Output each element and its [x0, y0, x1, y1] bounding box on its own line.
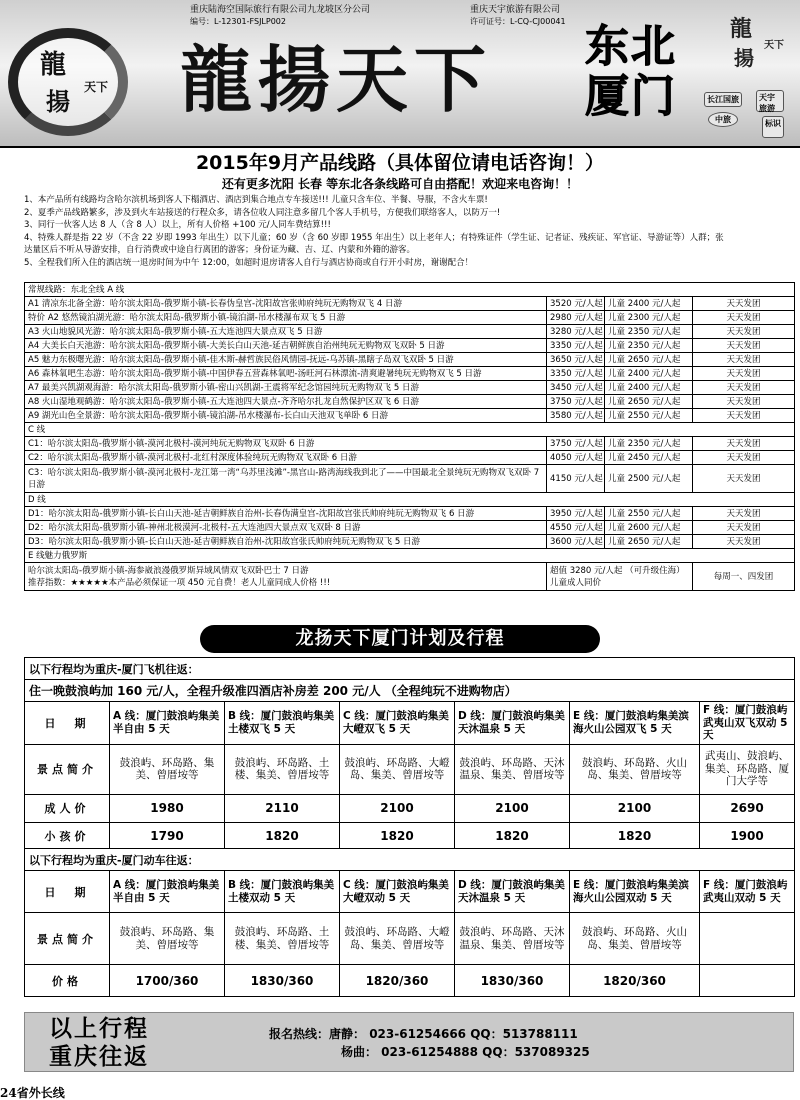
route-schedule: 天天发团: [693, 437, 795, 451]
route-row: [25, 451, 795, 465]
company-name-1: 重庆陆海空国际旅行有限公司九龙坡区分公司: [190, 5, 371, 15]
route-schedule: 天天发团: [693, 381, 795, 395]
train-plan-caption: 以下行程均为重庆-厦门动车往返：: [25, 849, 795, 871]
route-section-title: D 线: [25, 493, 795, 507]
train-line-a-price: 1700/360: [110, 965, 225, 997]
route-child-price: 儿童 2450 元/人起: [605, 451, 693, 465]
route-child-price: 儿童 2500 元/人起: [605, 465, 693, 493]
train-line-d-price: 1830/360: [455, 965, 570, 997]
route-price: 3280 元/人起: [547, 325, 605, 339]
route-row: [25, 325, 795, 339]
route-schedule: 天天发团: [693, 339, 795, 353]
note-item: 5、全程我们所入住的酒店统一退房时间为中午 12:00，如超时退房请客人自行与酒店协商或自行开小时房，谢谢配合！: [24, 257, 474, 268]
route-section-title: C 线: [25, 423, 795, 437]
route-row: [25, 339, 795, 353]
note-item: 2、夏季产品线路繁多，涉及到火车站接送的行程众多，请各位收人同注意多留几个客人手机号，方便我们联络客人，以防万一!: [24, 207, 501, 218]
route-row: [25, 437, 795, 451]
route-schedule: 天天发团: [693, 353, 795, 367]
air-line-d-child: 1820: [455, 822, 570, 850]
note-item: 达量区后不听从导游安排，自行消费或中途自行离团的游客；身份证为藏、吉、辽、内蒙和外籍的游客。: [24, 245, 416, 255]
e-line-recommend: 推荐指数：★★★★★本产品必须保证一项 450 元自费！老人儿童同成人价格 !!!: [28, 577, 331, 588]
brand-mini-logo: [720, 8, 790, 80]
air-line-d-name: D 线：厦门鼓浪屿集美天沐温泉 5 天: [455, 702, 570, 745]
route-name: 特价 A2 悠然镜泊湖光游：哈尔滨太阳岛-俄罗斯小镇-镜泊湖-吊水楼瀑布双飞 5 日游: [25, 311, 547, 325]
row-header-spots: 景点简介: [25, 913, 110, 965]
air-line-e-child: 1820: [570, 822, 700, 850]
route-name: C3：哈尔滨太阳岛-俄罗斯小镇-漠河北极村-龙江第一湾“乌苏里浅滩”-黑宫山-路湾海线我到北了——中国最北全景纯玩无购物双飞双卧 7 日游: [25, 465, 547, 493]
route-schedule: 天天发团: [693, 535, 795, 549]
route-price: 3600 元/人起: [547, 535, 605, 549]
hotline-contact-2: 杨曲： 023-61254888 QQ：537089325: [341, 1045, 590, 1059]
train-line-c-spots: 鼓浪屿、环岛路、大嶝岛、集美、曾厝垵等: [340, 913, 455, 965]
route-name: A8 火山湿地观鹤游：哈尔滨太阳岛-俄罗斯小镇-五大连池四大景点-齐齐哈尔扎龙自然保护区双飞 6 日游: [25, 395, 547, 409]
row-header-spots: 景点简介: [25, 744, 110, 794]
xiamen-section-banner: 龙扬天下厦门计划及行程: [200, 625, 600, 653]
route-row: [25, 465, 795, 493]
train-line-f-price: [700, 965, 795, 997]
train-line-a-name: A 线：厦门鼓浪屿集美半自由 5 天: [110, 871, 225, 913]
logo-char-3: 天下: [84, 80, 109, 94]
air-line-b-child: 1820: [225, 822, 340, 850]
destination-title: 东北厦门: [585, 21, 677, 122]
note-item: 1、本产品所有线路均含哈尔滨机场到客人下榻酒店、酒店到集合地点专车接送!!! 儿童只含车位、半餐、导服，不含火车票!: [24, 195, 488, 205]
route-schedule: 天天发团: [693, 451, 795, 465]
route-row: [25, 367, 795, 381]
note-item: 3、同行一伙客人达 8 人（含 8 人）以上，所有人价格 +100 元/人同车费结算!!!: [24, 220, 331, 230]
notes-list: [24, 194, 794, 269]
route-child-price: 儿童 2400 元/人起: [605, 367, 693, 381]
logo-char-2: 揚: [46, 87, 70, 116]
route-name: A4 大美长白天池游：哈尔滨太阳岛-俄罗斯小镇-大美长白山天池-延吉朝鲜族自治州纯玩无购物双飞双卧 5 日游: [25, 339, 547, 353]
train-line-c-name: C 线：厦门鼓浪屿集美大嶝双动 5 天: [340, 871, 455, 913]
route-price: 2980 元/人起: [547, 311, 605, 325]
xiamen-train-plan-table: [24, 848, 795, 997]
air-line-c-child: 1820: [340, 822, 455, 850]
air-line-b-adult: 2110: [225, 794, 340, 822]
train-line-b-price: 1830/360: [225, 965, 340, 997]
route-price: 3580 元/人起: [547, 409, 605, 423]
page-number: 24省外长线: [0, 1086, 65, 1100]
air-line-e-name: E 线：厦门鼓浪屿集美滨海火山公园双飞 5 天: [570, 702, 700, 745]
route-schedule: 天天发团: [693, 311, 795, 325]
row-header-date: 日 期: [25, 702, 110, 745]
xiamen-air-plan-table: [24, 657, 795, 851]
route-name: A1 清凉东北备全游：哈尔滨太阳岛-俄罗斯小镇-长春伪皇宫-沈阳故宫张帅府纯玩无购物双飞 4 日游: [25, 297, 547, 311]
route-child-price: 儿童 2400 元/人起: [605, 297, 693, 311]
route-section-title: E 线魅力俄罗斯: [25, 549, 795, 563]
row-header-price: 价格: [25, 965, 110, 997]
train-line-d-name: D 线：厦门鼓浪屿集美天沐温泉 5 天: [455, 871, 570, 913]
air-line-e-adult: 2100: [570, 794, 700, 822]
air-line-f-adult: 2690: [700, 794, 795, 822]
air-line-a-child: 1790: [110, 822, 225, 850]
train-line-f-spots: [700, 913, 795, 965]
route-row: [25, 297, 795, 311]
air-line-c-adult: 2100: [340, 794, 455, 822]
route-price: 3750 元/人起: [547, 395, 605, 409]
route-name: A7 最美兴凯湖观海游：哈尔滨太阳岛-俄罗斯小镇-密山兴凯湖-王震将军纪念馆园纯玩无购物双飞 5 日游: [25, 381, 547, 395]
note-item: 4、特殊人群是指 22 岁（不含 22 岁即 1993 年出生）以下儿童；60 岁（含 60 岁即 1955 年出生）以上老年人；有特殊证件（学生证、记者证、残疾证、军官证、导游证等）人群；张: [24, 232, 724, 243]
logo-char-1: 龍: [40, 50, 67, 80]
route-price: 3650 元/人起: [547, 353, 605, 367]
air-line-a-name: A 线：厦门鼓浪屿集美半自由 5 天: [110, 702, 225, 745]
hotline-contact-1: 唐静： 023-61254666 QQ：513788111: [329, 1027, 578, 1041]
mini-logo-char-1: 龍: [730, 16, 753, 42]
route-schedule: 天天发团: [693, 367, 795, 381]
train-line-e-name: E 线：厦门鼓浪屿集美滨海火山公园双动 5 天: [570, 871, 700, 913]
footer-contact: [24, 1012, 794, 1072]
air-line-b-name: B 线：厦门鼓浪屿集美土楼双飞 5 天: [225, 702, 340, 745]
route-table: [24, 282, 795, 591]
air-line-a-spots: 鼓浪屿、环岛路、集美、曾厝垵等: [110, 744, 225, 794]
route-price: 3950 元/人起: [547, 507, 605, 521]
brand-title: 龍揚天下: [180, 37, 493, 122]
badge-mark: 标识: [762, 116, 784, 138]
route-schedule: 天天发团: [693, 325, 795, 339]
route-row: [25, 409, 795, 423]
row-header-adult: 成人价: [25, 794, 110, 822]
e-line-details: [25, 563, 547, 591]
route-price: 3520 元/人起: [547, 297, 605, 311]
route-row: [25, 381, 795, 395]
route-schedule: 天天发团: [693, 297, 795, 311]
mini-logo-char-2: 揚: [734, 46, 754, 70]
route-schedule: 天天发团: [693, 409, 795, 423]
route-name: C2：哈尔滨太阳岛-俄罗斯小镇-漠河北极村-北红村深度体验纯玩无购物双飞双卧 6 日游: [25, 451, 547, 465]
company-license-2: 许可证号：L-CQ-CJ00041: [470, 17, 566, 26]
route-child-price: 儿童 2600 元/人起: [605, 521, 693, 535]
air-line-e-spots: 鼓浪屿、环岛路、火山岛、集美、曾厝垵等: [570, 744, 700, 794]
e-line-price: 超值 3280 元/人起 （可升级住海）儿童成人同价: [547, 563, 693, 591]
route-name: A3 火山地貌风光游：哈尔滨太阳岛-俄罗斯小镇-五大连池四大景点双飞 5 日游: [25, 325, 547, 339]
brand-circle-logo: [8, 28, 128, 136]
air-line-c-name: C 线：厦门鼓浪屿集美大嶝双飞 5 天: [340, 702, 455, 745]
footer-title-line-1: 以上行程: [49, 1016, 149, 1042]
headline: [0, 150, 800, 192]
air-plan-subcaption: 住一晚鼓浪屿加 160 元/人，全程升级准四酒店补房差 200 元/人 （全程纯玩不进购物店）: [25, 680, 795, 702]
route-child-price: 儿童 2350 元/人起: [605, 339, 693, 353]
route-price: 4550 元/人起: [547, 521, 605, 535]
route-schedule: 天天发团: [693, 465, 795, 493]
air-line-f-spots: 武夷山、鼓浪屿、集美、环岛路、厦门大学等: [700, 744, 795, 794]
route-child-price: 儿童 2350 元/人起: [605, 325, 693, 339]
route-name: A6 森林氧吧生态游：哈尔滨太阳岛-俄罗斯小镇-中国伊春五营森林氧吧-汤旺河石林漂流-清爽避暑纯玩无购物双飞 5 日游: [25, 367, 547, 381]
row-header-date: 日 期: [25, 871, 110, 913]
route-schedule: 天天发团: [693, 521, 795, 535]
route-row: [25, 311, 795, 325]
route-name: D1：哈尔滨太阳岛-俄罗斯小镇-长白山天池-延吉朝鲜族自治州-长春伪满皇宫-沈阳故宫张氏帅府纯玩无购物双飞 6 日游: [25, 507, 547, 521]
hotline: [269, 1025, 590, 1061]
route-child-price: 儿童 2550 元/人起: [605, 507, 693, 521]
air-line-f-name: F 线：厦门鼓浪屿武夷山双飞双动 5 天: [700, 702, 795, 745]
air-plan-caption: 以下行程均为重庆-厦门飞机往返：: [25, 658, 795, 680]
route-child-price: 儿童 2400 元/人起: [605, 381, 693, 395]
route-name: D2：哈尔滨太阳岛-俄罗斯小镇-神州北极漠河-北极村-五大连池四大景点双飞双卧 8 日游: [25, 521, 547, 535]
e-line-route: 哈尔滨太阳岛-俄罗斯小镇-海参崴浪漫俄罗斯异域风情双飞双卧巴士 7 日游: [28, 565, 309, 576]
partner-badges: [700, 90, 796, 142]
route-price: 3350 元/人起: [547, 367, 605, 381]
route-row-e: [25, 563, 795, 591]
route-name: A9 湖光山色全景游：哈尔滨太阳岛-俄罗斯小镇-镜泊湖-吊水楼瀑布-长白山天池双飞单卧 6 日游: [25, 409, 547, 423]
route-row: [25, 535, 795, 549]
air-line-b-spots: 鼓浪屿、环岛路、土楼、集美、曾厝垵等: [225, 744, 340, 794]
company-name-2: 重庆天宇旅游有限公司: [470, 5, 561, 15]
headline-title: 2015年9月产品线路（具体留位请电话咨询！）: [195, 152, 605, 174]
route-row: [25, 507, 795, 521]
route-name: A5 魅力东极曙光游：哈尔滨太阳岛-俄罗斯小镇-佳木斯-赫哲族民俗风情园-抚远-乌苏镇-黑瞎子岛双飞双卧 5 日游: [25, 353, 547, 367]
footer-title: [49, 1015, 149, 1071]
train-line-e-spots: 鼓浪屿、环岛路、火山岛、集美、曾厝垵等: [570, 913, 700, 965]
train-line-a-spots: 鼓浪屿、环岛路、集美、曾厝垵等: [110, 913, 225, 965]
company-info-2: [470, 4, 566, 28]
route-name: D3：哈尔滨太阳岛-俄罗斯小镇-长白山天池-延吉朝鲜族自治州-沈阳故宫张氏帅府纯玩无购物双飞 5 日游: [25, 535, 547, 549]
train-line-b-name: B 线：厦门鼓浪屿集美土楼双动 5 天: [225, 871, 340, 913]
route-child-price: 儿童 2650 元/人起: [605, 535, 693, 549]
route-price: 3350 元/人起: [547, 339, 605, 353]
route-row: [25, 395, 795, 409]
route-row: [25, 521, 795, 535]
route-child-price: 儿童 2300 元/人起: [605, 311, 693, 325]
route-child-price: 儿童 2550 元/人起: [605, 409, 693, 423]
route-row: [25, 353, 795, 367]
air-line-f-child: 1900: [700, 822, 795, 850]
route-price: 3450 元/人起: [547, 381, 605, 395]
footer-title-line-2: 重庆往返: [49, 1044, 149, 1070]
headline-subtitle: 还有更多沈阳 长春 等东北各条线路可自由搭配！欢迎来电咨询！！: [221, 177, 579, 191]
company-license-1: 编号：L-12301-FSJLP002: [190, 17, 286, 26]
company-info-1: [190, 4, 370, 28]
mini-logo-char-3: 天下: [764, 40, 784, 51]
badge-zhonglv: 中旅: [708, 112, 738, 127]
route-schedule: 天天发团: [693, 395, 795, 409]
route-child-price: 儿童 2650 元/人起: [605, 395, 693, 409]
route-name: C1：哈尔滨太阳岛-俄罗斯小镇-漠河北极村-漠河纯玩无购物双飞双卧 6 日游: [25, 437, 547, 451]
route-child-price: 儿童 2650 元/人起: [605, 353, 693, 367]
badge-changjiang: 长江国旅: [704, 92, 742, 107]
hotline-label: 报名热线：: [269, 1027, 330, 1041]
air-line-d-adult: 2100: [455, 794, 570, 822]
route-schedule: 天天发团: [693, 507, 795, 521]
e-line-schedule: 每周一、四发团: [693, 563, 795, 591]
badge-tianyu: 天宇旅游: [756, 90, 784, 112]
header-banner: [0, 0, 800, 148]
train-line-c-price: 1820/360: [340, 965, 455, 997]
route-price: 3750 元/人起: [547, 437, 605, 451]
row-header-child: 小孩价: [25, 822, 110, 850]
route-price: 4150 元/人起: [547, 465, 605, 493]
route-table-header: 常规线路：东北全线 A 线: [25, 283, 795, 297]
air-line-d-spots: 鼓浪屿、环岛路、天沐温泉、集美、曾厝垵等: [455, 744, 570, 794]
route-price: 4050 元/人起: [547, 451, 605, 465]
train-line-e-price: 1820/360: [570, 965, 700, 997]
route-child-price: 儿童 2350 元/人起: [605, 437, 693, 451]
air-line-c-spots: 鼓浪屿、环岛路、大嶝岛、集美、曾厝垵等: [340, 744, 455, 794]
air-line-a-adult: 1980: [110, 794, 225, 822]
train-line-f-name: F 线：厦门鼓浪屿武夷山双动 5 天: [700, 871, 795, 913]
train-line-d-spots: 鼓浪屿、环岛路、天沐温泉、集美、曾厝垵等: [455, 913, 570, 965]
train-line-b-spots: 鼓浪屿、环岛路、土楼、集美、曾厝垵等: [225, 913, 340, 965]
